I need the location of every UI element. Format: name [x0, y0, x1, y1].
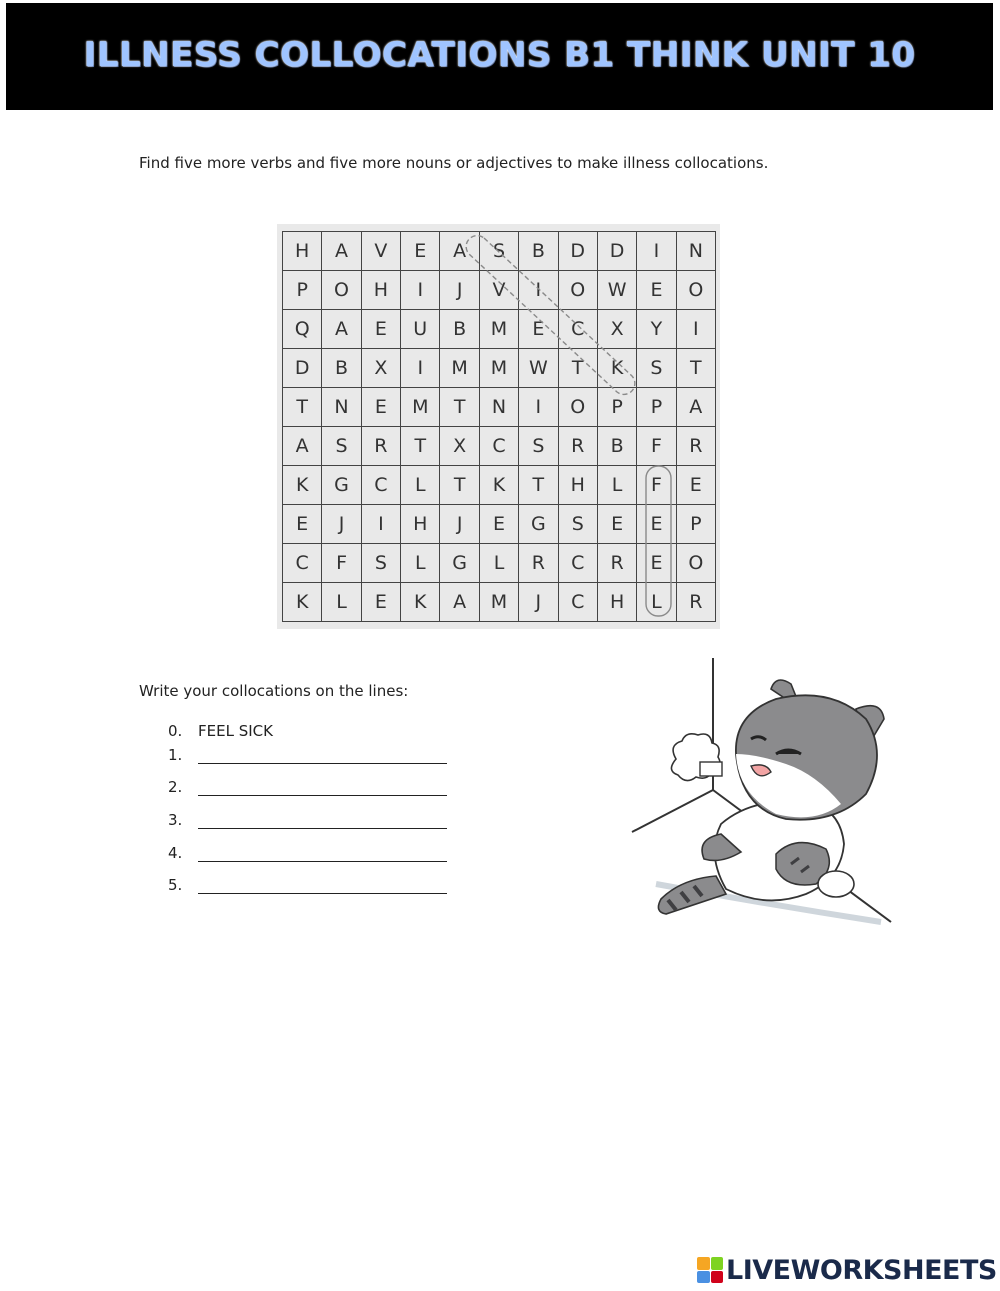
- grid-cell[interactable]: F: [637, 427, 676, 466]
- grid-cell[interactable]: E: [598, 505, 637, 544]
- grid-cell[interactable]: O: [677, 271, 716, 310]
- grid-cell[interactable]: L: [637, 583, 676, 622]
- grid-cell[interactable]: B: [519, 232, 558, 271]
- grid-cell[interactable]: J: [440, 505, 479, 544]
- grid-cell[interactable]: H: [283, 232, 322, 271]
- answer-row-example: [168, 718, 273, 740]
- grid-cell[interactable]: C: [283, 544, 322, 583]
- grid-cell[interactable]: B: [440, 310, 479, 349]
- answer-number: 3.: [168, 811, 183, 829]
- grid-cell[interactable]: P: [677, 505, 716, 544]
- grid-cell[interactable]: G: [322, 466, 361, 505]
- grid-cell[interactable]: R: [362, 427, 401, 466]
- grid-cell[interactable]: C: [559, 583, 598, 622]
- grid-cell[interactable]: T: [559, 349, 598, 388]
- answer-number: 1.: [168, 746, 183, 764]
- grid-cell[interactable]: M: [480, 583, 519, 622]
- grid-cell[interactable]: E: [401, 232, 440, 271]
- grid-cell[interactable]: S: [362, 544, 401, 583]
- grid-cell[interactable]: V: [480, 271, 519, 310]
- sick-cat-illustration: [626, 654, 892, 926]
- grid-cell[interactable]: Y: [637, 310, 676, 349]
- write-instruction: Write your collocations on the lines:: [139, 682, 409, 700]
- grid-cell[interactable]: Q: [283, 310, 322, 349]
- grid-cell[interactable]: T: [401, 427, 440, 466]
- logo-text: LIVEWORKSHEETS: [726, 1254, 997, 1286]
- word-search-grid: [282, 231, 716, 622]
- answer-line-3[interactable]: [198, 810, 447, 829]
- grid-cell[interactable]: I: [401, 349, 440, 388]
- grid-cell[interactable]: F: [637, 466, 676, 505]
- grid-cell[interactable]: L: [401, 466, 440, 505]
- grid-cell[interactable]: M: [480, 349, 519, 388]
- grid-cell[interactable]: R: [519, 544, 558, 583]
- answer-number: 5.: [168, 876, 183, 894]
- grid-cell[interactable]: E: [362, 310, 401, 349]
- grid-cell[interactable]: A: [677, 388, 716, 427]
- grid-cell[interactable]: E: [637, 544, 676, 583]
- title-banner: [6, 3, 993, 110]
- grid-cell[interactable]: E: [283, 505, 322, 544]
- grid-cell[interactable]: L: [401, 544, 440, 583]
- grid-cell[interactable]: K: [283, 466, 322, 505]
- grid-cell[interactable]: P: [637, 388, 676, 427]
- grid-cell[interactable]: E: [519, 310, 558, 349]
- answer-row-2: [168, 774, 447, 796]
- grid-cell[interactable]: N: [677, 232, 716, 271]
- grid-cell[interactable]: K: [401, 583, 440, 622]
- grid-cell[interactable]: D: [598, 232, 637, 271]
- grid-cell[interactable]: S: [519, 427, 558, 466]
- grid-cell[interactable]: O: [559, 271, 598, 310]
- grid-cell[interactable]: A: [322, 232, 361, 271]
- grid-cell[interactable]: I: [362, 505, 401, 544]
- grid-cell[interactable]: A: [440, 232, 479, 271]
- grid-cell[interactable]: O: [677, 544, 716, 583]
- grid-cell[interactable]: E: [637, 271, 676, 310]
- grid-cell[interactable]: B: [598, 427, 637, 466]
- liveworksheets-logo: [697, 1254, 997, 1286]
- grid-cell[interactable]: K: [480, 466, 519, 505]
- grid-cell[interactable]: S: [637, 349, 676, 388]
- grid-cell[interactable]: D: [283, 349, 322, 388]
- grid-cell[interactable]: D: [559, 232, 598, 271]
- grid-cell[interactable]: P: [283, 271, 322, 310]
- grid-cell[interactable]: O: [559, 388, 598, 427]
- breath-puff: [671, 734, 722, 781]
- grid-cell[interactable]: C: [559, 310, 598, 349]
- answer-line-4[interactable]: [198, 843, 447, 862]
- grid-cell[interactable]: B: [322, 349, 361, 388]
- page-title: ILLNESS COLLOCATIONS B1 THINK UNIT 10: [83, 34, 916, 75]
- grid-cell[interactable]: A: [440, 583, 479, 622]
- answer-row-3: [168, 807, 447, 829]
- grid-cell[interactable]: C: [480, 427, 519, 466]
- grid-cell[interactable]: T: [440, 388, 479, 427]
- liveworksheets-logo-icon: [697, 1257, 723, 1283]
- grid-cell[interactable]: R: [677, 583, 716, 622]
- answer-row-5: [168, 872, 447, 894]
- grid-cell[interactable]: M: [480, 310, 519, 349]
- grid-cell[interactable]: I: [401, 271, 440, 310]
- grid-cell[interactable]: A: [283, 427, 322, 466]
- answer-line-2[interactable]: [198, 777, 447, 796]
- answer-number: 0.: [168, 722, 183, 740]
- cat-head: [736, 680, 884, 820]
- grid-cell[interactable]: L: [480, 544, 519, 583]
- grid-cell[interactable]: X: [362, 349, 401, 388]
- grid-cell[interactable]: E: [362, 388, 401, 427]
- grid-cell[interactable]: I: [637, 232, 676, 271]
- answer-number: 4.: [168, 844, 183, 862]
- grid-cell[interactable]: J: [322, 505, 361, 544]
- grid-cell[interactable]: W: [598, 271, 637, 310]
- example-answer: FEEL SICK: [198, 722, 273, 740]
- grid-cell[interactable]: S: [322, 427, 361, 466]
- grid-cell[interactable]: N: [322, 388, 361, 427]
- grid-cell[interactable]: I: [677, 310, 716, 349]
- grid-cell[interactable]: R: [559, 427, 598, 466]
- grid-cell[interactable]: T: [440, 466, 479, 505]
- grid-cell[interactable]: H: [598, 583, 637, 622]
- grid-cell[interactable]: H: [362, 271, 401, 310]
- grid-cell[interactable]: E: [637, 505, 676, 544]
- grid-cell[interactable]: R: [598, 544, 637, 583]
- grid-cell[interactable]: P: [598, 388, 637, 427]
- grid-cell[interactable]: E: [677, 466, 716, 505]
- answer-line-1[interactable]: [198, 745, 447, 764]
- grid-cell[interactable]: L: [322, 583, 361, 622]
- answer-number: 2.: [168, 778, 183, 796]
- grid-cell[interactable]: C: [362, 466, 401, 505]
- grid-cell[interactable]: L: [598, 466, 637, 505]
- grid-cell[interactable]: S: [480, 232, 519, 271]
- grid-cell[interactable]: C: [559, 544, 598, 583]
- grid-cell[interactable]: G: [519, 505, 558, 544]
- grid-cell[interactable]: K: [283, 583, 322, 622]
- grid-cell[interactable]: R: [677, 427, 716, 466]
- grid-cell[interactable]: M: [401, 388, 440, 427]
- grid-cell[interactable]: T: [283, 388, 322, 427]
- answer-row-4: [168, 840, 447, 862]
- grid-cell[interactable]: V: [362, 232, 401, 271]
- grid-cell[interactable]: T: [519, 466, 558, 505]
- grid-cell[interactable]: X: [598, 310, 637, 349]
- grid-cell[interactable]: U: [401, 310, 440, 349]
- grid-cell[interactable]: W: [519, 349, 558, 388]
- grid-cell[interactable]: A: [322, 310, 361, 349]
- grid-cell[interactable]: T: [677, 349, 716, 388]
- word-search-panel: [277, 224, 720, 629]
- grid-cell[interactable]: I: [519, 271, 558, 310]
- answer-line-5[interactable]: [198, 875, 447, 894]
- grid-cell[interactable]: E: [480, 505, 519, 544]
- grid-cell[interactable]: X: [440, 427, 479, 466]
- grid-cell[interactable]: E: [362, 583, 401, 622]
- instruction-text: Find five more verbs and five more nouns or adjectives to make illness collocations.: [139, 154, 769, 172]
- grid-cell[interactable]: M: [440, 349, 479, 388]
- grid-cell[interactable]: G: [440, 544, 479, 583]
- grid-cell[interactable]: N: [480, 388, 519, 427]
- answer-row-1: [168, 742, 447, 764]
- grid-cell[interactable]: K: [598, 349, 637, 388]
- grid-cell[interactable]: I: [519, 388, 558, 427]
- grid-cell[interactable]: J: [440, 271, 479, 310]
- grid-cell[interactable]: J: [519, 583, 558, 622]
- grid-cell[interactable]: F: [322, 544, 361, 583]
- grid-cell[interactable]: O: [322, 271, 361, 310]
- grid-cell[interactable]: H: [401, 505, 440, 544]
- grid-cell[interactable]: S: [559, 505, 598, 544]
- grid-cell[interactable]: H: [559, 466, 598, 505]
